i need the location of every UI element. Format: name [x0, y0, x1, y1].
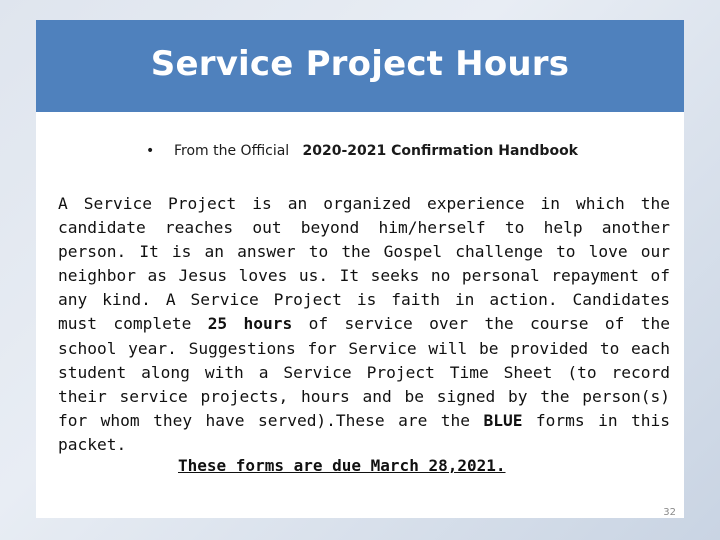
bullet-prefix: From the Official — [174, 143, 290, 159]
bullet-marker: • — [146, 143, 155, 159]
content-panel — [36, 112, 684, 518]
body-part-1: A Service Project is an organized experience in which the candidate reaches out beyond him/herself to help another person. It is an answer to the Gospel challenge to love our neighbor as Jesus loves us. It seeks no personal repayment of any kind. A Service Project is faith in action. Candidates must complete — [58, 194, 670, 334]
handbook-name: 2020-2021 Confirmation Handbook — [302, 143, 578, 159]
slide-title: Service Project Hours — [150, 44, 570, 84]
service-project-description — [58, 192, 670, 457]
form-color: BLUE — [483, 410, 523, 430]
body-part-3: forms in this packet. — [58, 410, 670, 454]
page-number: 32 — [663, 507, 676, 518]
hours-required: 25 hours — [207, 314, 293, 334]
bullet-text — [174, 143, 578, 159]
title-bar — [36, 20, 684, 114]
body-part-2: of service over the course of the school year. Suggestions for Service will be provided to each student along with a Service Project Time Sheet (to record their service projects, hours and be signed by the person(s) for whom they have served).These are the — [58, 314, 670, 430]
due-date-note: These forms are due March 28,2021. — [178, 456, 506, 475]
